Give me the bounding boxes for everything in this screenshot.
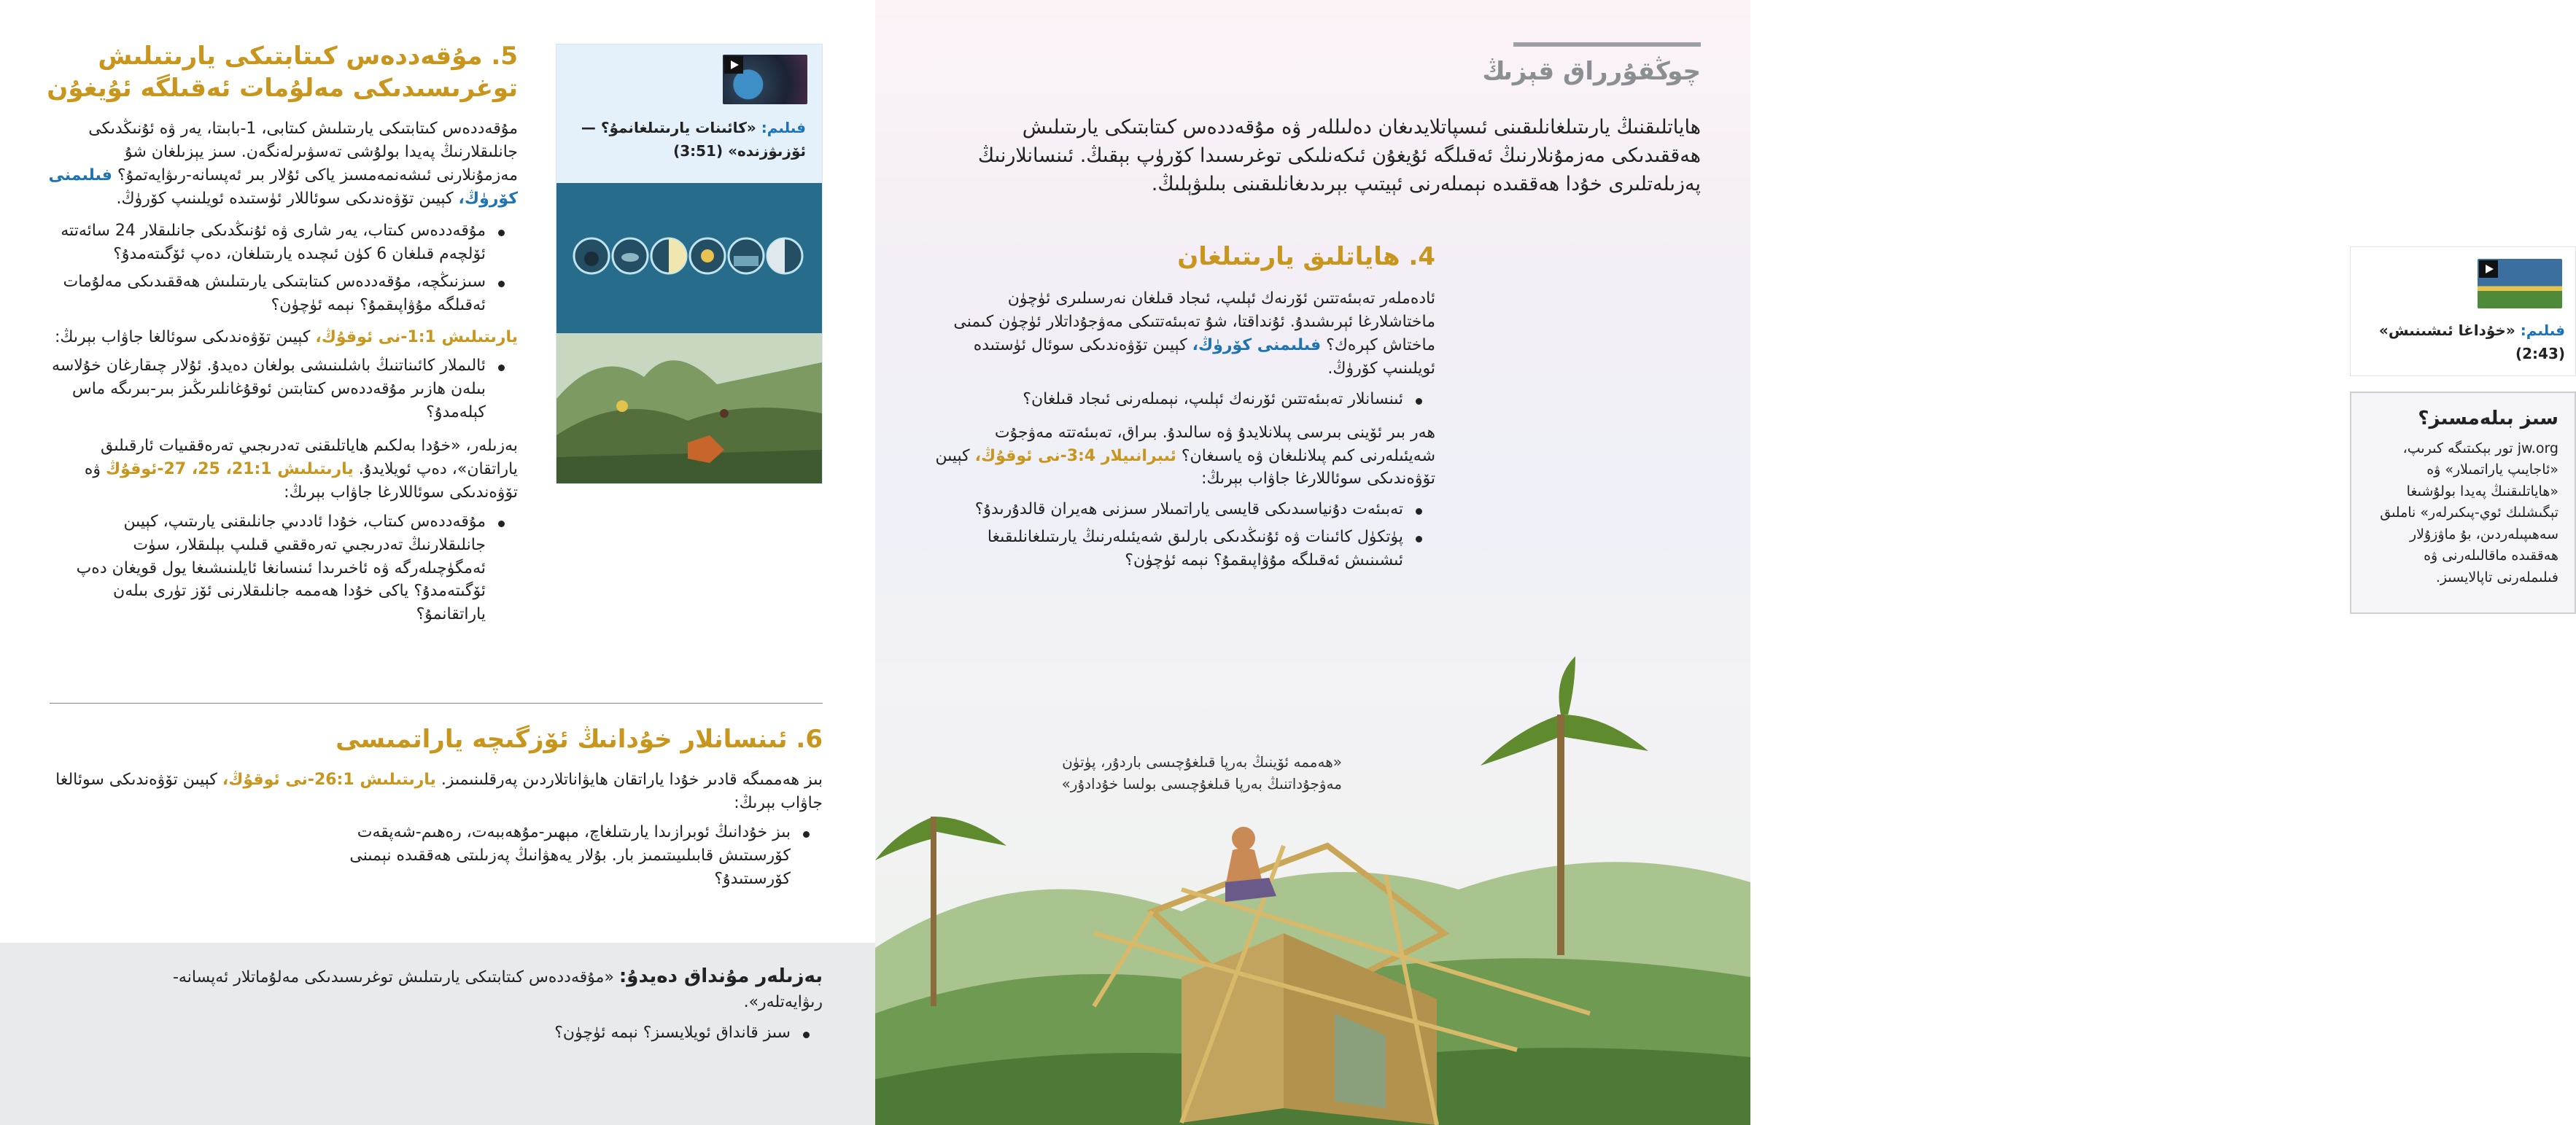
read-genesis-1-1-link[interactable]: يارىتىلىش 1:1-نى ئوقۇڭ، [315, 327, 518, 346]
section-4-para-1: ئادەملەر تەبىئەتتىن ئۆرنەك ئېلىپ، ئىجاد قىلغان نەرسىلىرى ئۈچۈن ماختاشلارغا ئېرىشىدۇ. ئۇنداقتا، شۇ تەبىئەتتىكى مەۋجۇداتلار ئۈچۈن كىمنى ماختاش كېرەك؟ فىلىمنى كۆرۈڭ، كېيىن تۆۋەندىكى سوئال ئۈستىدە ئويلىنىپ كۆرۈڭ. [953, 289, 1435, 378]
film-thumbnail[interactable] [723, 55, 807, 104]
section-5 [44, 40, 518, 631]
creation-days-illustration [556, 183, 822, 333]
list-item: پۈتكۈل كائىنات ۋە ئۇنىڭدىكى بارلىق شەيئىلەرنىڭ يارىتىلغانلىقىغا ئىشىنىش ئەقىلگە مۇۋاپىقمۇ؟ نېمە ئۈچۈن؟ [934, 526, 1435, 572]
film-thumbnail[interactable] [2478, 259, 2562, 308]
read-genesis-1-21-link[interactable]: يارىتىلىش 21:1، 25، 27-ئوقۇڭ [105, 459, 354, 478]
watch-film-link-5[interactable]: فىلىمنى كۆرۈڭ، [48, 166, 518, 209]
landscape-fox-birds-illustration [556, 333, 822, 483]
section-divider [50, 703, 823, 704]
list-item: ئالىملار كائىناتنىڭ باشلىنىشى بولغان دەيدۇ. ئۇلار چىقارغان خۇلاسە بىلەن ھازىر مۇقەددەس كىتابتىن ئوقۇغانلىرىڭىز بىر-بىرىگە ماس كېلەمدۇ؟ [44, 354, 518, 424]
section-5-para-2: يارىتىلىش 1:1-نى ئوقۇڭ، كېيىن تۆۋەندىكى سوئالغا جاۋاب بېرىڭ: [54, 327, 518, 346]
section-6 [44, 723, 823, 895]
list-item: بىز خۇدانىڭ ئوبرازىدا يارىتىلغاچ، مېھىر-مۇھەببەت، رەھىم-شەپقەت كۆرسىتىش قابىلىيىتىمىز بار. بۇلار يەھۋانىڭ پەزىلىتى ھەققىدە نېمىنى كۆرسىتىدۇ؟ [298, 821, 823, 891]
did-you-know-title: سىز بىلەمسىز؟ [2418, 408, 2558, 429]
list-item: مۇقەددەس كىتاب، خۇدا ئاددىي جانلىقنى يارىتىپ، كېيىن جانلىقلارنىڭ تەدرىجىي تەرەققىي قىلىپ بېلىقلار، سۈت ئەمگۈچىلەرگە ۋە ئاخىرىدا ئىنسانغا ئايلىنىشىغا يول قويغان دەپ ئۆگىتەمدۇ؟ ياكى خۇدا ھەممە جانلىقلارنى ئۆز تۈرى بىلەن ياراتقانمۇ؟ [44, 510, 518, 626]
illustration-caption: «ھەممە ئۆينىڭ بەرپا قىلغۇچىسى باردۇر، پۈتۈن مەۋجۇداتنىڭ بەرپا قىلغۇچىسى بولسا خۇدادۇر» [1061, 753, 1342, 793]
section-5-bullets-c [44, 510, 518, 626]
film-card-4[interactable] [2350, 246, 2576, 376]
film-4-label: فىلىم: «خۇداغا ئىشىنىش» (2:43) [2378, 322, 2565, 362]
left-page [0, 0, 875, 1125]
section-6-para-1: بىز ھەممىگە قادىر خۇدا ياراتقان ھايۋاناتلاردىن پەرقلىنىمىز. يارىتىلىش 26:1-نى ئوقۇڭ، كېيىن تۆۋەندىكى سوئالغا جاۋاب بېرىڭ: [55, 771, 823, 813]
list-item: سىز قانداق ئويلايسىز؟ نېمە ئۈچۈن؟ [117, 1021, 823, 1045]
play-icon[interactable] [2479, 260, 2498, 278]
film-5-label: فىلىم: «كائىنات يارىتىلغانمۇ؟ — ئۆزىۋزندە» (3:51) [581, 119, 806, 160]
bottom-bullets [117, 1021, 823, 1045]
list-item: سىزنىڭچە، مۇقەددەس كىتابتىكى يارىتىلىش ھەققىدىكى مەلۇمات ئەقىلگە مۇۋاپىقمۇ؟ نېمە ئۈچۈن؟ [44, 270, 518, 317]
film-4-duration: (2:43) [2515, 345, 2565, 362]
right-page [875, 0, 2565, 1125]
section-6-bullets [44, 821, 823, 891]
house-building-illustration [875, 671, 1750, 1125]
read-genesis-1-26-link[interactable]: يارىتىلىش 26:1-نى ئوقۇڭ، [222, 771, 436, 790]
section-4-title: 4. ھاياتلىق يارىتىلغان [1177, 242, 1435, 271]
section-4-para-2: ھەر بىر ئۆينى بىرسى پىلانلايدۇ ۋە سالىدۇ. بىراق، تەبىئەتتە مەۋجۇت شەيئىلەرنى كىم پىلانلىغان ۋە ياسىغان؟ ئىبرانىيلار 3:4-نى ئوقۇڭ، كېيىن تۆۋەندىكى سوئاللارغا جاۋاب بېرىڭ: [935, 423, 1435, 488]
read-hebrews-3-4-link[interactable]: ئىبرانىيلار 3:4-نى ئوقۇڭ، [974, 446, 1176, 465]
section-5-para-1: مۇقەددەس كىتابتىكى يارىتىلىش كىتابى، 1-بابىتا، يەر ۋە ئۇنىڭدىكى جانلىقلارنىڭ پەيدا بولۇشى تەسۋىرلەنگەن. سىز يېزىلغان شۇ مەزمۇنلارنى ئىشەنمەمسىز ياكى ئۇلار بىر ئەپسانە-رىۋايەتمۇ؟ فىلىمنى كۆرۈڭ، كېيىن تۆۋەندىكى سوئاللار ئۈستىدە ئويلىنىپ كۆرۈڭ. [48, 120, 518, 209]
header-title: چوڭقۇرراق قېزىڭ [1482, 57, 1701, 86]
section-4-bullets-b [934, 498, 1435, 572]
section-5-para-3: بەزىلەر، «خۇدا بەلكىم ھاياتلىقنى تەدرىجىي تەرەققىيات ئارقىلىق ياراتقان»، دەپ ئويلايدۇ. يارىتىلىش 21:1، 25، 27-ئوقۇڭ ۋە تۆۋەندىكى سوئاللارغا جاۋاب بېرىڭ: [84, 437, 518, 502]
play-icon[interactable] [724, 56, 743, 74]
header-rule [1513, 42, 1701, 47]
film-5-duration: (3:51) [673, 142, 723, 160]
section-4-bullets-a [934, 388, 1435, 411]
section-6-title: 6. ئىنسانلار خۇدانىڭ ئۆزگىچە ياراتمىسى [335, 725, 823, 754]
some-people-say-band [0, 943, 875, 1125]
list-item: ئىنسانلار تەبىئەتتىن ئۆرنەك ئېلىپ، نېمىلەرنى ئىجاد قىلغان؟ [934, 388, 1435, 411]
section-5-bullets-b [44, 354, 518, 424]
did-you-know-text: jw.org تور بېكىتىگە كىرىپ، «ئاجايىپ ياراتمىلار» ۋە «ھاياتلىقنىڭ پەيدا بولۇشىغا تېگىشلىك ئوي-پىكىرلەر» ناملىق سەھىپىلەردىن، بۇ ماۋزۇلار ھەققىدە ماقالىلەرنى ۋە فىلىملەرنى تاپالايسىز. [2380, 440, 2558, 585]
intro-paragraph: ھاياتلىقنىڭ يارىتىلغانلىقىنى ئىسپاتلايدىغان دەلىللەر ۋە مۇقەددەس كىتابتىكى يارىتىلىش ھەققىدىكى مەزمۇنلارنىڭ ئەقىلگە ئۇيغۇن ئىكەنلىكى توغرىسىدا كۆرۈپ بېقىڭ. ئىنسانلارنىڭ پەزىلەتلىرى خۇدا ھەققىدە نېمىلەرنى ئېيتىپ بېرىدىغانلىقىنى بىلىۋېلىڭ. [977, 116, 1701, 196]
section-5-bullets-a [44, 219, 518, 317]
did-you-know-box [2350, 392, 2576, 614]
watch-film-link-4[interactable]: فىلىمنى كۆرۈڭ، [1192, 335, 1322, 354]
some-people-say-quote: بەزىلەر مۇنداق دەيدۇ: «مۇقەددەس كىتابتىكى يارىتىلىش توغرىسىدىكى مەلۇماتلار ئەپسانە-رىۋايەتلەر». [172, 965, 823, 1011]
section-4 [934, 241, 1435, 577]
film-5-title: «كائىنات يارىتىلغانمۇ؟ — ئۆزىۋزندە» [581, 119, 806, 160]
film-card-5[interactable] [556, 44, 823, 484]
list-item: تەبىئەت دۇنياسىدىكى قايسى ياراتمىلار سىزنى ھەيران قالدۇرىدۇ؟ [934, 498, 1435, 521]
film-4-title: «خۇداغا ئىشىنىش» [2378, 322, 2515, 339]
section-5-title: 5. مۇقەددەس كىتابتىكى يارىتىلىش توغرىسىدىكى مەلۇمات ئەقىلگە ئۇيغۇن [47, 42, 518, 104]
list-item: مۇقەددەس كىتاب، يەر شارى ۋە ئۇنىڭدىكى جانلىقلار 24 سائەتتە ئۆلچەم قىلغان 6 كۈن ئىچىدە يارىتىلغان، دەپ ئۆگىتەمدۇ؟ [44, 219, 518, 266]
